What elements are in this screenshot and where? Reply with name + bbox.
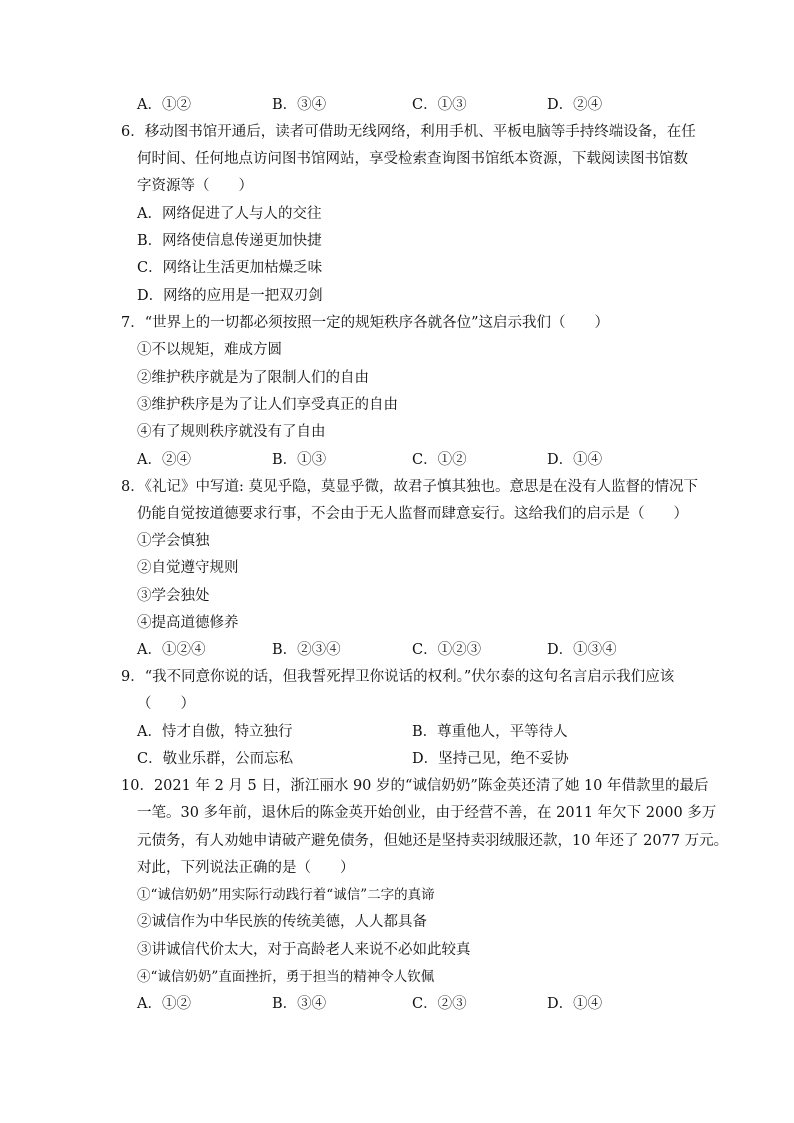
q6-stem-line-2: 何时间、任何地点访问图书馆网站，享受检索查询图书馆纸本资源，下载阅读图书馆数 <box>137 151 688 167</box>
q10-stem-line-2: 一笔。30 多年前，退休后的陈金英开始创业，由于经营不善，在 2011 年欠下 2000 多万 <box>137 805 717 821</box>
q9-option-b: B．尊重他人，平等待人 <box>412 724 568 740</box>
q10-stem-line-4: 对此，下列说法正确的是（ ） <box>137 860 355 876</box>
q7-option-b: B．①③ <box>272 452 327 468</box>
q10-option-a: A．①② <box>137 996 191 1012</box>
q8-item-3: ③学会独处 <box>137 588 210 604</box>
q5-option-a: A．①② <box>137 97 191 113</box>
q9-option-a: A．恃才自傲，特立独行 <box>137 724 293 740</box>
q10-stem-line-1: 10．2021 年 2 月 5 日，浙江丽水 90 岁的“诚信奶奶”陈金英还清了她 10 年借款里的最后 <box>121 778 709 794</box>
q7-item-2: ②维护秩序就是为了限制人们的自由 <box>137 370 369 386</box>
q10-item-1: ①“诚信奶奶”用实际行动践行着“诚信”二字的真谛 <box>137 887 435 903</box>
q8-stem-line-2: 仍能自觉按道德要求行事，不会由于无人监督而肆意妄行。这给我们的启示是（ ） <box>137 506 688 522</box>
q8-option-a: A．①②④ <box>137 642 206 658</box>
q6-option-b: B．网络使信息传递更加快捷 <box>137 233 322 249</box>
q6-option-d: D．网络的应用是一把双刃剑 <box>137 288 323 304</box>
q5-option-d: D．②④ <box>547 97 603 113</box>
q7-option-d: D．①④ <box>547 452 603 468</box>
q10-item-3: ③讲诚信代价太大，对于高龄老人来说不必如此较真 <box>137 942 471 958</box>
q7-stem: 7．“世界上的一切都必须按照一定的规矩秩序各就各位”这启示我们（ ） <box>121 315 610 331</box>
q8-option-b: B．②③④ <box>272 642 341 658</box>
q9-option-c: C．敬业乐群，公而忘私 <box>137 751 294 767</box>
q6-stem-line-1: 6．移动图书馆开通后，读者可借助无线网络，利用手机、平板电脑等手持终端设备，在任 <box>121 124 696 140</box>
q8-item-2: ②自觉遵守规则 <box>137 560 239 576</box>
q10-option-c: C．②③ <box>412 996 467 1012</box>
q6-option-a: A．网络促进了人与人的交往 <box>137 206 322 222</box>
q5-option-c: C．①③ <box>412 97 467 113</box>
q7-option-c: C．①② <box>412 452 467 468</box>
q9-stem-line-2: （ ） <box>137 696 195 712</box>
q10-item-4: ④“诚信奶奶”直面挫折，勇于担当的精神令人钦佩 <box>137 969 435 985</box>
q10-option-d: D．①④ <box>547 996 603 1012</box>
q7-option-a: A．②④ <box>137 452 191 468</box>
q8-item-1: ①学会慎独 <box>137 533 210 549</box>
q8-stem-line-1: 8．《礼记》中写道: 莫见乎隐，莫显乎微，故君子慎其独也。意思是在没有人监督的情况下 <box>121 479 698 495</box>
q8-item-4: ④提高道德修养 <box>137 615 239 631</box>
q5-option-b: B．③④ <box>272 97 327 113</box>
q7-item-4: ④有了规则秩序就没有了自由 <box>137 424 326 440</box>
q7-item-1: ①不以规矩，难成方圆 <box>137 342 282 358</box>
q10-option-b: B．③④ <box>272 996 327 1012</box>
q8-option-d: D．①③④ <box>547 642 617 658</box>
q9-stem-line-1: 9．“我不同意你说的话，但我誓死捍卫你说话的权利。”伏尔泰的这句名言启示我们应该 <box>121 669 675 685</box>
q9-option-d: D．坚持己见，绝不妥协 <box>412 751 569 767</box>
q7-item-3: ③维护秩序是为了让人们享受真正的自由 <box>137 397 398 413</box>
q8-option-c: C．①②③ <box>412 642 482 658</box>
q10-stem-line-3: 元债务，有人劝她申请破产避免债务，但她还是坚持卖羽绒服还款，10 年还了 2077 万元。 <box>137 833 729 849</box>
q6-option-c: C．网络让生活更加枯燥乏味 <box>137 260 323 276</box>
q10-item-2: ②诚信作为中华民族的传统美德，人人都具备 <box>137 914 427 930</box>
q6-stem-line-3: 字资源等（ ） <box>137 178 253 194</box>
